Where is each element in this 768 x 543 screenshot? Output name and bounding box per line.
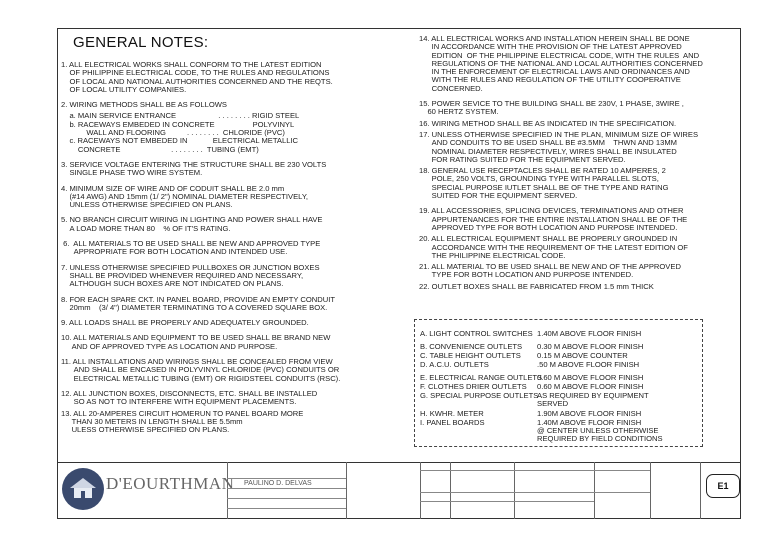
note-16: 16. WIRING METHOD SHALL BE AS INDICATED IN THE SPECIFICATION. xyxy=(419,118,677,128)
tb-rule xyxy=(420,492,650,493)
note-11: 11. ALL INSTALLATIONS AND WIRINGS SHALL BE CONCEALED FROM VIEW AND SHALL BE ENCASED IN POLYVINYL CHLORIDE (PVC) CONDUITS OR ELECTRICAL METALLIC TUBING (EMT) OR RIGIDSTEEL CONDUITS (RSC). xyxy=(61,357,341,383)
schedule-height: 0.15 M ABOVE COUNTER xyxy=(537,351,628,360)
note-9: 9. ALL LOADS SHALL BE PROPERLY AND ADEQUATELY GROUNDED. xyxy=(61,318,309,328)
note-7: 7. UNLESS OTHERWISE SPECIFIED PULLBOXES OR JUNCTION BOXES SHALL BE PROVIDED WHENEVER REQUIRED AND NECESSARY, ALTHOUGH SUCH BOXES ARE NOT INDICATED ON PLANS. xyxy=(61,262,320,289)
note-5: 5. NO BRANCH CIRCUIT WIRING IN LIGHTING AND POWER SHALL HAVE A LOAD MORE THAN 80 % OF IT'S RATING. xyxy=(61,215,323,233)
note-20: 20. ALL ELECTRICAL EQUIPMENT SHALL BE PROPERLY GROUNDED IN ACCORDANCE WITH THE REQUIREMENT OF THE LATEST EDITION OF THE PHILIPPINE ELECTRICAL CODE. xyxy=(419,234,688,260)
schedule-height: 0.30 M ABOVE FLOOR FINISH xyxy=(537,342,644,351)
schedule-item: B. CONVENIENCE OUTLETS xyxy=(420,342,523,351)
schedule-height: AS REQUIRED BY EQUIPMENT SERVED xyxy=(537,391,649,409)
schedule-item: C. TABLE HEIGHT OUTLETS xyxy=(420,351,521,360)
schedule-item: D. A.C.U. OUTLETS xyxy=(420,360,489,369)
note-13: 13. ALL 20-AMPERES CIRCUIT HOMERUN TO PANEL BOARD MORE THAN 30 METERS IN LENGTH SHALL BE 5.5mm ULESS OTHERWISE SPECIFIED ON PLANS. xyxy=(61,408,304,435)
note-17: 17. UNLESS OTHERWISE SPECIFIED IN THE PLAN, MINIMUM SIZE OF WIRES AND CONDUITS TO BE USED SHALL BE #3.5MM THWN AND 13MM NOMINAL DIAMETER RESPECTIVELY, WIRES SHALL BE INSULATED FOR RATING SUITED FOR THE EQUIPMENT SERVED. xyxy=(419,129,699,164)
note-14: 14. ALL ELECTRICAL WORKS AND INSTALLATION HEREIN SHALL BE DONE IN ACCORDANCE WITH THE PROVISION OF THE LATEST APPROVED EDITION OF THE PHILIPPINE ELECTRICAL CODE, WITH THE RULES AND REGULATIONS OF THE NATIONAL AND LOCAL AUTHORITIES CONCERNED IN THE ENFORCEMENT OF ELECTRICAL LAWS AND ORDINANCES AND WITH THE RULES AND REGULATION OF THE UTILITY COOPERATIVE CONCERNED. xyxy=(419,34,703,93)
company-brand: D'EOURTHMAN xyxy=(106,474,235,493)
schedule-height: 0.60 M ABOVE FLOOR FINISH xyxy=(537,373,644,382)
right-notes-column xyxy=(419,35,719,298)
tb-divider xyxy=(227,462,228,519)
note-19: 19. ALL ACCESSORIES, SPLICING DEVICES, TERMINATIONS AND OTHER APPURTENANCES FOR THE ENTIRE INSTALLATION SHALL BE OF THE APPROVED TYPE FOR BOTH LOCATION AND PURPOSE INTENDED. xyxy=(419,206,688,232)
tb-divider xyxy=(650,462,651,519)
owner-name: PAULINO D. DELVAS xyxy=(244,480,312,487)
tb-rule xyxy=(227,498,346,499)
tb-rule xyxy=(420,470,650,471)
schedule-item: H. KWHR. METER xyxy=(420,409,484,418)
note-4: 4. MINIMUM SIZE OF WIRE AND OF CODUIT SHALL BE 2.0 mm (#14 AWG) AND 15mm (1/ 2") NOMINAL DIAMETER RESPECTIVELY, UNLESS OTHERWISE SPECIFIED ON PLANS. xyxy=(61,183,309,210)
sheet-number: E1 xyxy=(706,474,740,498)
schedule-item: F. CLOTHES DRIER OUTLETS xyxy=(420,382,527,391)
schedule-height: 1.40M ABOVE FLOOR FINISH @ CENTER UNLESS OTHERWISE REQUIRED BY FIELD CONDITIONS xyxy=(537,418,663,444)
general-notes-title: GENERAL NOTES: xyxy=(73,34,209,51)
schedule-item: E. ELECTRICAL RANGE OUTLETS xyxy=(420,373,543,382)
tb-rule xyxy=(420,501,594,502)
note-22: 22. OUTLET BOXES SHALL BE FABRICATED FROM 1.5 mm THICK xyxy=(419,281,654,291)
left-notes-column xyxy=(61,61,401,441)
note-12: 12. ALL JUNCTION BOXES, DISCONNECTS, ETC. SHALL BE INSTALLED SO AS NOT TO INTERFERE WITH EQUIPMENT PLACEMENTS. xyxy=(61,388,318,407)
schedule-height: 0.60 M ABOVE FLOOR FINISH xyxy=(537,382,644,391)
tb-divider xyxy=(346,462,347,519)
schedule-item: G. SPECIAL PURPOSE OUTLETS xyxy=(420,391,539,400)
schedule-height: .50 M ABOVE FLOOR FINISH xyxy=(537,360,640,369)
schedule-height: 1.90M ABOVE FLOOR FINISH xyxy=(537,409,642,418)
tb-divider xyxy=(700,462,701,519)
note-15: 15. POWER SEVICE TO THE BUILDING SHALL BE 230V, 1 PHASE, 3WIRE , 60 HERTZ SYSTEM. xyxy=(419,99,684,117)
note-2-wiring-list: a. MAIN SERVICE ENTRANCE . . . . . . . . RIGID STEEL b. RACEWAYS EMBEDED IN CONCRETE POLYVINYL WALL AND FLOORING . . . . . . . . CHLORIDE (PVC) c. RACEWAYS NOT EMBEDED IN ELECTRICAL METALLIC CONCRETE . . . . . . . . TUBING (EMT) xyxy=(69,111,300,154)
note-21: 21. ALL MATERIAL TO BE USED SHALL BE NEW AND OF THE APPROVED TYPE FOR BOTH LOCATION AND PURPOSE INTENDED. xyxy=(419,262,681,280)
note-2: 2. WIRING METHODS SHALL BE AS FOLLOWS xyxy=(61,100,227,110)
note-8: 8. FOR EACH SPARE CKT. IN PANEL BOARD, PROVIDE AN EMPTY CONDUIT 20mm (3/ 4") DIAMETER TERMINATING TO A COVERED SQUARE BOX. xyxy=(61,294,335,312)
note-3: 3. SERVICE VOLTAGE ENTERING THE STRUCTURE SHALL BE 230 VOLTS SINGLE PHASE TWO WIRE SYSTEM. xyxy=(61,159,327,178)
mounting-height-schedule xyxy=(414,319,703,447)
house-icon xyxy=(68,476,98,500)
schedule-height: 1.40M ABOVE FLOOR FINISH xyxy=(537,329,642,338)
schedule-item: A. LIGHT CONTROL SWITCHES xyxy=(420,329,533,338)
note-10: 10. ALL MATERIALS AND EQUIPMENT TO BE USED SHALL BE BRAND NEW AND OF APPROVED TYPE AS LOCATION AND PURPOSE. xyxy=(61,333,331,351)
note-1: 1. ALL ELECTRICAL WORKS SHALL CONFORM TO THE LATEST EDITION OF PHILIPPINE ELECTRICAL CODE, TO THE RULES AND REGULATIONS OF LOCAL AND NATIONAL AUTHORITIES CONCERNED AND THE REQTS. OF LOCAL UTILITY COMPANIES. xyxy=(61,60,333,94)
schedule-item: I. PANEL BOARDS xyxy=(420,418,485,427)
note-18: 18. GENERAL USE RECEPTACLES SHALL BE RATED 10 AMPERES, 2 POLE, 250 VOLTS, GROUNDING TYPE WITH PARALLEL SLOTS, SPECIAL PURPOSE IUTLET SHALL BE OF THE TYPE AND RATING SUITED FOR THE EQUIPMENT SERVED. xyxy=(419,166,669,201)
tb-rule xyxy=(227,488,346,489)
note-6: 6. ALL MATERIALS TO BE USED SHALL BE NEW AND APPROVED TYPE APPROPRIATE FOR BOTH LOCATION AND INTENDED USE. xyxy=(63,239,321,257)
tb-rule xyxy=(227,478,346,479)
tb-rule xyxy=(227,508,346,509)
